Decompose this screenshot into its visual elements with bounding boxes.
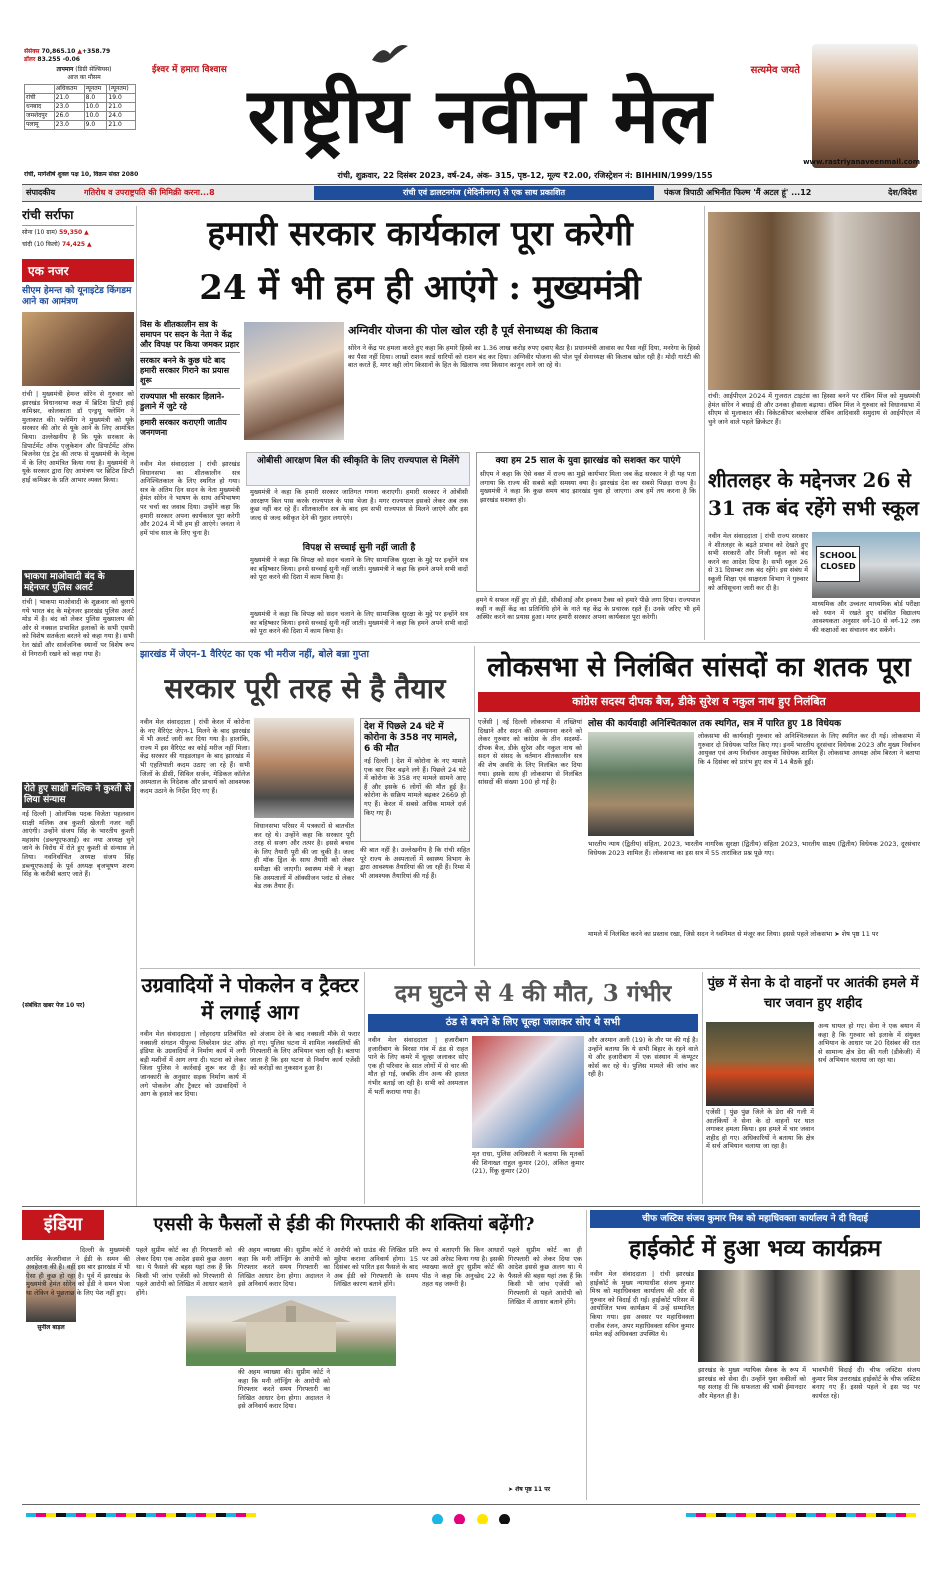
cyan-dot-icon <box>432 1514 443 1524</box>
side-point: राज्यपाल भी सरकार हिलाने-डुलाने में जुटे रहे <box>140 392 240 415</box>
school-text-2: माध्यमिक और उच्चतर माध्यमिक बोर्ड परीक्षा को ध्यान में रखते हुए संबंधित विद्यालय आवश्यकता अनुसार वर्ग-10 से वर्ग-12 तक की कक्षाओं का संचालन कर सकेंगे। <box>812 600 920 634</box>
color-strip-right <box>686 1513 916 1517</box>
sarafa-title: रांची सर्राफा <box>22 206 134 226</box>
covid-kicker[interactable]: झारखंड में जेएन-1 वैरिएंट का एक भी मरीज नहीं, बोले बन्ना गुप्ता <box>140 649 369 660</box>
ed-text: दिल्ली के मुख्यमंत्री अरविंद केजरीवाल ने ईडी के समन की अवहेलना की है। वहीं इस बार झारखंड में भी ऐसा ही कुछ हो रहा है। पूर्व में झारखंड के मुख्यमंत्री हेमंत सोरेन को ईडी ने समन भेजा था लेकिन वे पूछताछ के लिए पेश नहीं हुए। <box>26 1246 130 1297</box>
school-headline[interactable]: शीतलहर के मद्देनजर 26 से 31 तक बंद रहेंगे सभी स्कूल <box>708 468 919 520</box>
side-point: सरकार बनने के कुछ घंटे बाद हमारी सरकार गिराने का प्रयास शुरू <box>140 356 240 389</box>
hc-event-photo <box>698 1270 920 1362</box>
columnist-photo <box>812 44 918 168</box>
black-dot-icon <box>499 1514 510 1524</box>
vipaksh-text: मुख्यमंत्री ने कहा कि विपक्ष को सदन चलाने के लिए सामाजिक सुरक्षा के मुद्दे पर इन्होंने सत्र का बहिष्कार किया। इनसे सच्चाई सुनी नहीं जाती। मुख्यमंत्री ने कहा कि हमने अपने सभी वादों को पूरा करने की दिशा में काम किया है। <box>250 556 468 582</box>
temperature-table: अधिकतम न्यूनतम (न्यूनतम) रांची 21.0 8.0 19.0 धनबाद 23.0 10.0 21.0 जमशेदपुर 26.0 10.0 24.0 पलामू 23.0 9.0 21.0 <box>24 84 136 130</box>
agniveer-text: सोरेन ने केंद्र पर हमला करते हुए कहा कि हमारे हिस्से का 1.36 लाख करोड़ रुपए दबाए बैठा है। प्रधानमंत्री आवास का पैसा नहीं दिया, मनरेगा के हिस्से का पैसा नहीं दिया। लाखों राशन कार्ड धारियों को राशन बंद कर दिया। अग्निवीर योजना की पोल पूर्व सेनाध्यक्ष की किताब खोल रही है। मोदी गारंटी की बात करते हैं, मगर वही लोग किसानों के हित के खिलाफ नया किसान कानून लाने जा रहे थे। <box>348 344 700 370</box>
ed-text-2: पहले सुप्रीम कोर्ट का ही गिरफ्तारी को लेकर दिया एक आदेश इससे कुछ अलग था। ये फैसले की बहस यहां तक हैं कि किसी भी जांच एजेंसी को गिरफ्तारी से पहले आरोपी को लिखित में आधार बताने होंगे। <box>136 1246 232 1297</box>
dollar-label: डॉलर <box>24 56 36 63</box>
army-text-2: अन्य घायल हो गए। सेना ने एक बयान में कहा है कि गुरुवार को इलाके में संयुक्त अभियान के आधार पर 20 दिसंबर की रात से सामान्य क्षेत्र डेरा की गली (डीकेजी) में सर्च अभियान चलाया जा रहा था। <box>818 1022 920 1065</box>
continued-note[interactable]: (संबंधित खबर पेज 10 पर) <box>22 1002 85 1009</box>
cricketer-caption: रांची: आईपीएल 2024 में गुजरात टाइटंस का हिस्सा बनने पर रॉबिन मिंज को मुख्यमंत्री हेमंत सोरेन ने बधाई दी और उनका हौसला बढ़ाया। रॉबिन मिंज ने गुरुवार को विधानसभा में सीएम से मुलाकात की। विकेटकीपर बल्लेबाज रॉबिन आदिवासी समुदाय से आईपीएल में चुने जाने वाले पहले क्रिकेटर हैं। <box>708 392 920 426</box>
smoke-text: नवीन मेल संवाददाता | हजारीबाग हजारीबाग के बिरसा गांव में ठंड से राहत पाने के लिए कमरे में चूल्हा जलाकर सोए एक ही परिवार के सात लोगों में से चार की मौत हो गई, जबकि तीन अन्य की हालत गंभीर बताई जा रही है। सभी को अस्पताल में भर्ती कराया गया है। <box>368 1036 468 1096</box>
masthead-title: राष्ट्रीय नवीन मेल <box>247 71 713 160</box>
vipaksh-head[interactable]: विपक्ष से सच्चाई सुनी नहीं जाती है <box>302 543 416 553</box>
section-strip <box>22 184 922 202</box>
covid-text: नवीन मेल संवाददाता | रांची केरल में कोरोना के नए वैरिएंट जेएन-1 मिलने के बाद झारखंड में भी अलर्ट जारी कर दिया गया है। हालांकि, राज्य में इस वैरिएंट का कोई मरीज नहीं मिला। केंद्र सरकार की गाइडलाइन के बाद झारखंड में भी एहतियाती कदम उठाए जा रहे हैं। सभी जिलों के डीसी, सिविल सर्जन, मेडिकल कॉलेज अस्पताल के निदेशक और प्राचार्य को आवश्यक कदम उठाने के निर्देश दिए गए हैं। <box>140 718 250 795</box>
yellow-dot-icon <box>477 1514 488 1524</box>
mps-text-3: मामले में निलंबित करने का प्रस्ताव रखा, जिसे सदन ने ध्वनिमत से मंजूर कर लिया। इससे पहले लोकसभा ➤ शेष पृष्ठ 11 पर <box>588 930 879 938</box>
brief3-text: नई दिल्ली | ओलंपिक पदक विजेता पहलवान साक्षी मलिक अब कुश्ती खेलती नजर नहीं आएंगी। उन्होंने संजय सिंह के भारतीय कुश्ती महासंघ (डब्ल्यूएफआई) का नया अध्यक्ष चुने जाने के विरोध में रोते हुए कुश्ती से संन्यास ले लिया। नवनिर्वाचित अध्यक्ष संजय सिंह डब्ल्यूएफआई के पूर्व अध्यक्ष बृजभूषण शरण सिंह के करीबी बताए जाते हैं। <box>22 810 134 879</box>
ed-text-5: रूप से बताएगी कि किन आधारों पर उसे अरेस्ट किया गया है। इसकी व्याख्या करते हुए सुप्रीम कोर्ट की पीठ ने कहा कि अनुच्छेद 22 के तहत यह जरूरी है। <box>422 1246 504 1289</box>
mps-sub-text: लोकसभा की कार्यवाही गुरुवार को अनिश्चितकाल के लिए स्थगित कर दी गई। लोकसभा में गुरुवार दो विधेयक पारित किए गए। इनमें भारतीय दूरसंचार विधेयक 2023 और मुख्य निर्वाचन आयुक्त एवं अन्य निर्वाचन आयुक्त विधेयक शामिल हैं। लोकसभा अध्यक्ष ओम बिरला ने बताया कि 4 दिसंबर को प्रारंभ हुए सत्र में 14 बैठकें हुईं। <box>698 732 920 766</box>
mps-kicker[interactable]: कांग्रेस सदस्य दीपक बैज, डीके सुरेश व नकुल नाथ हुए निलंबित <box>478 692 920 712</box>
author-name: सुनील बाड़ल <box>37 1324 65 1331</box>
strip-right[interactable]: देश/विदेश <box>888 188 917 197</box>
ed-continued[interactable]: ➤ शेष पृष्ठ 11 पर <box>508 1486 551 1493</box>
victims-photo <box>472 1036 584 1148</box>
temp-unit: (डिग्री सेल्सियस) <box>75 66 112 73</box>
cm-photo <box>244 322 344 440</box>
hc-text-3: भावभीनी विदाई दी। चीफ जस्टिस संजय कुमार मिश्र उत्तराखंड हाईकोर्ट के चीफ जस्टिस बनाए गए हैं। इससे पहले वे इस पद पर कार्यरत रहे। <box>812 1366 920 1400</box>
youth-text: सीएम ने कहा कि ऐसे वक्त में राज्य का मुझे कार्यभार मिला जब केंद्र सरकार ने ही यह पता लगाया कि राज्य की सबसे बड़ी समस्या क्या है। झारखंड देश का सबसे पिछड़ा राज्य है। मुख्यमंत्री ने कहा कि कुछ समय बाद झारखंड युवा हो जाएगा। अब हमें तय करना है कि झारखंड सशक्त हो। <box>480 470 696 504</box>
color-strip-left <box>26 1513 256 1517</box>
lead-side-points <box>140 320 240 460</box>
ed-text-3b: की अहम व्याख्या की। सुप्रीम कोर्ट ने कहा कि मनी लॉन्ड्रिंग के आरोपी को गिरफ्तार करते समय गिरफ्तारी का लिखित आधार देना होगा। अदालत ने इसे अनिवार्य करार दिया। <box>238 1368 330 1411</box>
army-text: एजेंसी | पुंछ पुंछ जिले के डेरा की गली में आतंकियों ने सेना के दो वाहनों पर घात लगाकर हमला किया। इस हमले में चार जवान शहीद हो गए। अधिकारियों ने बताया कि क्षेत्र में सर्च अभियान चलाया जा रहा है। <box>706 1108 814 1151</box>
pokelan-text-2: को अंजाम देने के बाद नक्सली मौके से फरार हो गए। पुलिस घटना में शामिल नक्सलियों की गिरफ्तारी के लिए अभियान चला रही है। बताया जाता है कि इस घटना से निर्माण कार्य एजेंसी को करोड़ों का नुकसान हुआ है। <box>250 1030 360 1073</box>
website: www.rastriyanaveenmail.com <box>803 158 920 166</box>
bird-logo-icon <box>370 40 410 68</box>
side-point: हमारी सरकार कराएगी जातीय जनगणना <box>140 418 227 437</box>
strip-left[interactable]: संपादकीय <box>26 188 56 197</box>
mps-sub-text-2: भारतीय न्याय (द्वितीय) संहिता, 2023, भारतीय नागरिक सुरक्षा (द्वितीय) संहिता 2023, भारतीय साक्ष्य (द्वितीय) विधेयक 2023, दूरसंचार विधेयक 2023 शामिल हैं। लोकसभा का इस सत्र में 55 तारांकित प्रश्न पूछे गए। <box>588 840 920 857</box>
lead-continued-text: मुख्यमंत्री ने कहा कि विपक्ष को सदन चलाने के लिए सामाजिक सुरक्षा के मुद्दे पर इन्होंने सत्र का बहिष्कार किया। इनसे सच्चाई सुनी नहीं जाती। मुख्यमंत्री ने कहा कि हमने अपने सभी वादों को पूरा करने की दिशा में काम किया है। <box>250 610 468 636</box>
agniveer-head[interactable]: अग्निवीर योजना की पोल खोल रही है पूर्व सेनाध्यक्ष की किताब <box>348 324 598 337</box>
magenta-dot-icon <box>454 1514 465 1524</box>
smoke-text-2: और अरमान अली (19) के तौर पर की गई है। उन्होंने बताया कि ये सभी बिहार के रहने वाले थे और हजारीबाग में एक संस्थान में कंप्यूटर कोर्स कर रहे थे। पुलिस मामले की जांच कर रही है। <box>588 1036 698 1079</box>
covid-box-text: नई दिल्ली | देश में कोरोना के नए मामले एक बार फिर बढ़ने लगे हैं। पिछले 24 घंटे में कोरोना के 358 नए मामले सामने आए हैं और इसके 6 लोगों की मौत हुई है। कोरोना के सक्रिय मामले बढ़कर 2669 हो गए हैं। केरल में सबसे अधिक मामले दर्ज किए गए हैं। <box>364 757 466 817</box>
table-row: पलामू 23.0 9.0 21.0 <box>25 121 136 130</box>
brief1-head[interactable]: सीएम हेमन्त को यूनाइटेड किंगडम आने का आमंत्रण <box>22 286 132 307</box>
cm-cricketer-photo <box>708 212 920 390</box>
army-headline[interactable]: पुंछ में सेना के दो वाहनों पर आतंकी हमले में चार जवान हुए शहीद <box>707 976 919 1011</box>
minister-photo <box>254 718 354 818</box>
dollar-value: 83.255 <box>37 56 61 63</box>
temp-label: तापमान <box>56 66 74 73</box>
brief3-head[interactable]: रोते हुए साक्षी मलिक ने कुश्ती से लिया संन्यास <box>22 782 134 808</box>
strip-item-editorial[interactable]: गतिरोध व उपराष्ट्रपति की मिमिक्री करना...8 <box>84 188 215 197</box>
tagline-left: ईश्वर में हमारा विश्वास <box>152 65 227 74</box>
sensex-value: 70,865.10 <box>41 48 76 55</box>
table-row: धनबाद 23.0 10.0 21.0 <box>25 103 136 112</box>
gold-value: 59,350 <box>59 229 83 236</box>
obc-head[interactable]: ओबीसी आरक्षण बिल की स्वीकृति के लिए राज्यपाल से मिलेंगे <box>246 452 470 486</box>
school-closed-photo <box>812 532 920 598</box>
covid-headline[interactable]: सरकार पूरी तरह से है तैयार <box>164 672 446 705</box>
strip-item-edition: रांची एवं डालटनगंज (मेदिनीनगर) से एक साथ प्रकाशित <box>314 186 654 200</box>
pokelan-text: नवीन मेल संवाददाता | लोहरदगा प्रतिबंधित नक्सली संगठन पीपुल्स लिबरेशन फ्रंट ऑफ इंडिया के उग्रवादियों ने निर्माण कार्य में लगी बड़ी मशीनों में आग लगा दी। घटना को लेकर जिला पुलिस ने कार्रवाई शुरू कर दी है। जानकारी के अनुसार सड़क निर्माण कार्य में लगे पोकलेन और ट्रैक्टर को उग्रवादियों ने आग के हवाले कर दिया। <box>140 1030 246 1099</box>
dollar-change: -0.06 <box>62 56 80 63</box>
school-closed-sign: SCHOOL CLOSED <box>816 546 860 582</box>
obc-text: मुख्यमंत्री ने कहा कि हमारी सरकार जातिगत गणना कराएगी। हमारी सरकार ने ओबीसी आरक्षण बिल पास करके राज्यपाल के पास भेजा है। मगर राज्यपाल इसको लेकर अब तक कुछ नहीं कर रहे हैं। शीतकालीन सत्र के बाद हम सभी राज्यपाल से मिलने जाएंगे और इस जल्द से जल्द स्वीकृत देने की गुहार लगाएंगे। <box>250 488 468 522</box>
table-row: रांची 21.0 8.0 19.0 <box>25 94 136 103</box>
smoke-caption: मृत राधा, पुलिस अधिकारी ने बताया कि मृतकों की शिनाख्त राहुल कुमार (20), अंकित कुमार (21), रिंकू कुमार (20) <box>472 1150 584 1176</box>
mps-sub-head[interactable]: लोस की कार्यवाही अनिश्चितकाल तक स्थगित, सत्र में पारित हुए 18 विधेयक <box>588 719 842 729</box>
strip-item-film[interactable]: पंकज त्रिपाठी अभिनीत फिल्म 'मैं अटल हूं' ...12 <box>664 188 812 197</box>
youth-head[interactable]: क्या हम 25 साल के युवा झारखंड को सशक्त कर पाएंगे <box>495 456 681 466</box>
registration-bar <box>22 1504 920 1524</box>
panchang: रांची, मार्गशीर्ष शुक्ल पक्ष 10, विक्रम संवत 2080 <box>24 171 139 178</box>
ed-headline[interactable]: एससी के फैसलों से ईडी की गिरफ्तारी की शक्तियां बढ़ेंगी? <box>153 1214 535 1235</box>
table-row: जमशेदपुर 26.0 10.0 24.0 <box>25 112 136 121</box>
weather-note: आज का मौसम <box>67 74 101 81</box>
sidebar: रांची सर्राफा सोना (10 ग्राम) 59,350 ▲ चांदी (10 किलो) 74,425 ▲ एक नजर सीएम हेमन्त को यूनाइटेड किंगडम आने का आमंत्रण रांची | मुख्यमंत्री हेमन्त सोरेन से गुरुवार को झारखंड विधानसभा कक्ष में ब्रिटिश डिप्टी हाई कमिश्नर, कोलकाता डॉ एन्ड्रयू फ्लेमिंग ने मुलाकात की। फ्लेमिंग ने मुख्यमंत्री को यूके सरकार की ओर से यूके आने के लिए आमंत्रित किया। उल्लेखनीय है कि यूके सरकार के डिपार्टमेंट ऑफ एजुकेशन और डिपार्टमेंट ऑफ बिजनेस एंड ट्रेड की तरफ से मुख्यमंत्री के नेतृत्व में के लिए आमंत्रित किया गया है। मुख्यमंत्री ने यूके सरकार द्वारा दिए आमंत्रण पर ब्रिटिश डिप्टी हाई कमिश्नर के प्रति आभार व्यक्त किया। भाकपा माओवादी बंद के मद्देनजर पुलिस अलर्ट रांची | भाकपा माओवादी के शुक्रवार को बुलाये गये भारत बंद के मद्देनजर झारखंड पुलिस अलर्ट मोड में है। बंद को लेकर पुलिस मुख्यालय की ओर से नक्सल प्रभावित इलाकों के सभी एसपी को विशेष सतर्कता बरतने को कहा गया है। सभी रेल खंडों और सार्वजनिक स्थानों पर विशेष रूप से निगरानी रखने को कहा गया है। रोते हुए साक्षी मलिक ने कुश्ती से लिया संन्यास नई दिल्ली | ओलंपिक पदक विजेता पहलवान साक्षी मलिक अब कुश्ती खेलती नजर नहीं आएंगी। उन्होंने संजय सिंह के भारतीय कुश्ती महासंघ (डब्ल्यूएफआई) का नया अध्यक्ष चुने जाने के विरोध में रोते हुए कुश्ती से संन्यास ले लिया। नवनिर्वाचित अध्यक्ष संजय सिंह डब्ल्यूएफआई के पूर्व अध्यक्ष बृजभूषण शरण सिंह के करीबी बताए जाते हैं। (संबंधित खबर पेज 10 पर) <box>22 208 134 1009</box>
lead-text: नवीन मेल संवाददाता | रांची झारखंड विधानसभा का शीतकालीन सत्र अनिश्चितकाल के लिए स्थगित हो गया। सत्र के अंतिम दिन सदन के नेता मुख्यमंत्री हेमंत सोरेन ने भाषण के साथ अभिभाषण पर चर्चा का जवाब दिया। उन्होंने कहा कि हमारी सरकार अपना कार्यकाल पूरा करेगी और 2024 में भी हम ही आएंगे। जनता ने हमें पांच साल के लिए चुना है। <box>140 460 240 537</box>
covid-box-head[interactable]: देश में पिछले 24 घंटे में कोरोना के 358 नए मामले, 6 की मौत <box>364 722 458 754</box>
covid-box <box>360 718 470 842</box>
brief1-text: रांची | मुख्यमंत्री हेमन्त सोरेन से गुरुवार को झारखंड विधानसभा कक्ष में ब्रिटिश डिप्टी हाई कमिश्नर, कोलकाता डॉ एन्ड्रयू फ्लेमिंग ने मुलाकात की। फ्लेमिंग ने मुख्यमंत्री को यूके सरकार की ओर से यूके आने के लिए आमंत्रित किया। उल्लेखनीय है कि यूके सरकार के डिपार्टमेंट ऑफ एजुकेशन और डिपार्टमेंट ऑफ बिजनेस एंड ट्रेड की तरफ से मुख्यमंत्री के नेतृत्व में के लिए आमंत्रित किया गया है। मुख्यमंत्री ने यूके सरकार द्वारा दिए आमंत्रण पर ब्रिटिश डिप्टी हाई कमिश्नर के प्रति आभार व्यक्त किया। <box>22 390 134 484</box>
hc-text-2: झारखंड के मुख्य न्यायिक सेवक के रूप में झारखंड को सेवा दी। उन्होंने युवा वकीलों को यह सलाह दी कि सफलता की चाबी ईमानदार और मेहनत ही है। <box>698 1366 806 1400</box>
hc-text: नवीन मेल संवाददाता | रांची झारखंड हाईकोर्ट के मुख्य न्यायाधीश संजय कुमार मिश्र को महाधिवक्ता कार्यालय की ओर से गुरुवार को विदाई दी गई। हाईकोर्ट परिसर में आयोजित भव्य कार्यक्रम में उन्हें सम्मानित किया गया। इस अवसर पर महाधिवक्ता राजीव रंजन, अपर महाधिवक्ता सचिन कुमार समेत कई अधिवक्ता उपस्थित थे। <box>590 1270 694 1339</box>
ed-text-6: पहले सुप्रीम कोर्ट का ही गिरफ्तारी को लेकर दिया एक आदेश इससे कुछ अलग था। ये फैसले की बहस यहां तक हैं कि किसी भी जांच एजेंसी को गिरफ्तारी से पहले आरोपी को लिखित में आधार बताने होंगे। <box>508 1246 582 1306</box>
side-point: विस के शीतकालीन सत्र के समापन पर सदन के नेता ने केंद्र और विपक्ष पर किया जमकर प्रहार <box>140 320 240 353</box>
smoke-headline[interactable]: दम घुटने से 4 की मौत, 3 गंभीर <box>394 980 672 1007</box>
smoke-kicker[interactable]: ठंड से बचने के लिए चूल्हा जलाकर सोए थे सभी <box>368 1014 698 1032</box>
mps-headline[interactable]: लोकसभा से निलंबित सांसदों का शतक पूरा <box>487 652 911 683</box>
lead-headline-1[interactable]: हमारी सरकार कार्यकाल पूरा करेगी <box>207 214 633 254</box>
india-tag: इंडिया <box>22 1210 104 1240</box>
hc-kicker[interactable]: चीफ जस्टिस संजय कुमार मिश्र को महाधिवक्ता कार्यालय ने दी विदाई <box>590 1210 920 1228</box>
brief1-photo <box>22 312 134 386</box>
lead-bottom-text: हमने ये सफल नहीं हुए तो ईडी, सीबीआई और इनकम टैक्स को हमारे पीछे लगा दिया। राज्यपाल कहीं न कहीं केंद्र का प्रतिनिधि होने के नाते यह केंद्र के प्रचारक रहते हैं। उनके जरिए भी हमें अस्थिर करने का प्रयास हुआ। मगर हमारी सरकार अपना कार्यकाल पूरा करेगी। <box>476 596 700 622</box>
dateline: रांची, शुक्रवार, 22 दिसंबर 2023, वर्ष-24, अंक- 315, पृष्ठ-12, मूल्य ₹2.00, रजिस्ट्रेशन नं: BIHHIN/1999/155 <box>337 171 713 180</box>
covid-text-2: विधानसभा परिसर में पत्रकारों से बातचीत कर रहे थे। उन्होंने कहा कि सरकार पूरी तरह से सजग और तत्पर है। इससे बचाव के लिए तैयारी पूरी की जा चुकी है। जल्द ही मॉक ड्रिल के साथ तैयारी को लेकर समीक्षा की जाएगी। स्वास्थ्य मंत्री ने कहा कि अस्पतालों में ऑक्सीजन प्लांट से लेकर बेड तक तैयार हैं। <box>254 822 354 891</box>
silver-label: चांदी (10 किलो) <box>22 241 61 248</box>
sensex-label: सेंसेक्स <box>24 48 40 55</box>
hc-headline[interactable]: हाईकोर्ट में हुआ भव्य कार्यक्रम <box>629 1235 881 1262</box>
school-text: नवीन मेल संवाददाता | रांची राज्य सरकार ने शीतलहर के बढ़ते प्रभाव को देखते हुए सभी सरकारी और निजी स्कूल को बंद करने का आदेश दिया है। सभी स्कूल 26 से 31 दिसम्बर तक बंद रहेंगे। इस संबंध में स्कूली शिक्षा एवं साक्षरता विभाग ने गुरुवार को अधिसूचना जारी कर दी है। <box>708 532 808 592</box>
brief2-head[interactable]: भाकपा माओवादी बंद के मद्देनजर पुलिस अलर्ट <box>22 570 134 596</box>
gold-label: सोना (10 ग्राम) <box>22 229 58 236</box>
market-box: सेंसेक्स 70,865.10 ▲+358.79 डॉलर 83.255 -0.06 तापमान (डिग्री सेल्सियस) आज का मौसम अधिकतम न्यूनतम (न्यूनतम) रांची 21.0 8.0 19.0 धनबाद 23.0 10.0 21.0 जमशेदपुर 26.0 10.0 24.0 पलामू 23.0 9.0 21.0 <box>24 48 144 186</box>
ed-text-4: आरोपी को ग्राउंड की लिखित प्रति मुहैया कराना अनिवार्य होगा। 15 दिसंबर को पारित इस फैसले के बाद अब ईडी को गिरफ्तारी के समय लिखित कारण बताने होंगे। <box>334 1246 418 1289</box>
brief2-text: रांची | भाकपा माओवादी के शुक्रवार को बुलाये गये भारत बंद के मद्देनजर झारखंड पुलिस अलर्ट मोड में है। बंद को लेकर पुलिस मुख्यालय की ओर से नक्सल प्रभावित इलाकों के सभी एसपी को विशेष सतर्कता बरतने को कहा गया है। सभी रेल खंडों और सार्वजनिक स्थानों पर विशेष रूप से निगरानी रखने को कहा गया है। <box>22 598 134 658</box>
ed-text-3: की अहम व्याख्या की। सुप्रीम कोर्ट ने कहा कि मनी लॉन्ड्रिंग के आरोपी को गिरफ्तार करते समय गिरफ्तारी का लिखित आधार देना होगा। अदालत ने इसे अनिवार्य करार दिया। <box>238 1246 330 1289</box>
parliament-photo <box>588 732 694 836</box>
ek-nazar-header: एक नजर <box>22 259 134 282</box>
silver-value: 74,425 <box>61 241 86 248</box>
covid-box-text-2: की बात नहीं है। उल्लेखनीय है कि रांची सहित पूरे राज्य के अस्पतालों में स्वास्थ्य विभाग के द्वारा आवश्यक तैयारियां की जा रही हैं। रिम्स में भी आवश्यक तैयारियां की गई हैं। <box>360 846 470 880</box>
tagline-right: सत्यमेव जयते <box>750 65 800 76</box>
pokelan-headline[interactable]: उग्रवादियों ने पोकलेन व ट्रैक्टर में लगाई आग <box>141 973 359 1024</box>
youth-box <box>476 452 700 592</box>
sensex-change: +358.79 <box>82 48 111 55</box>
lead-headline-2[interactable]: 24 में भी हम ही आएंगे : मुख्यमंत्री <box>199 268 641 308</box>
mps-text: एजेंसी | नई दिल्ली लोकसभा में तख्तियां दिखाने और सदन की अवमानना करने को लेकर गुरुवार को कांग्रेस के तीन सदस्यों- दीपक बैज, डीके सुरेश और नकुल नाथ को सदन से संसद के वर्तमान शीतकालीन सत्र की शेष अवधि के लिए निलंबित कर दिया गया। इसके साथ ही लोकसभा से निलंबित सांसदों की संख्या 100 हो गई है। <box>478 718 582 787</box>
army-vehicle-photo <box>706 1022 814 1106</box>
